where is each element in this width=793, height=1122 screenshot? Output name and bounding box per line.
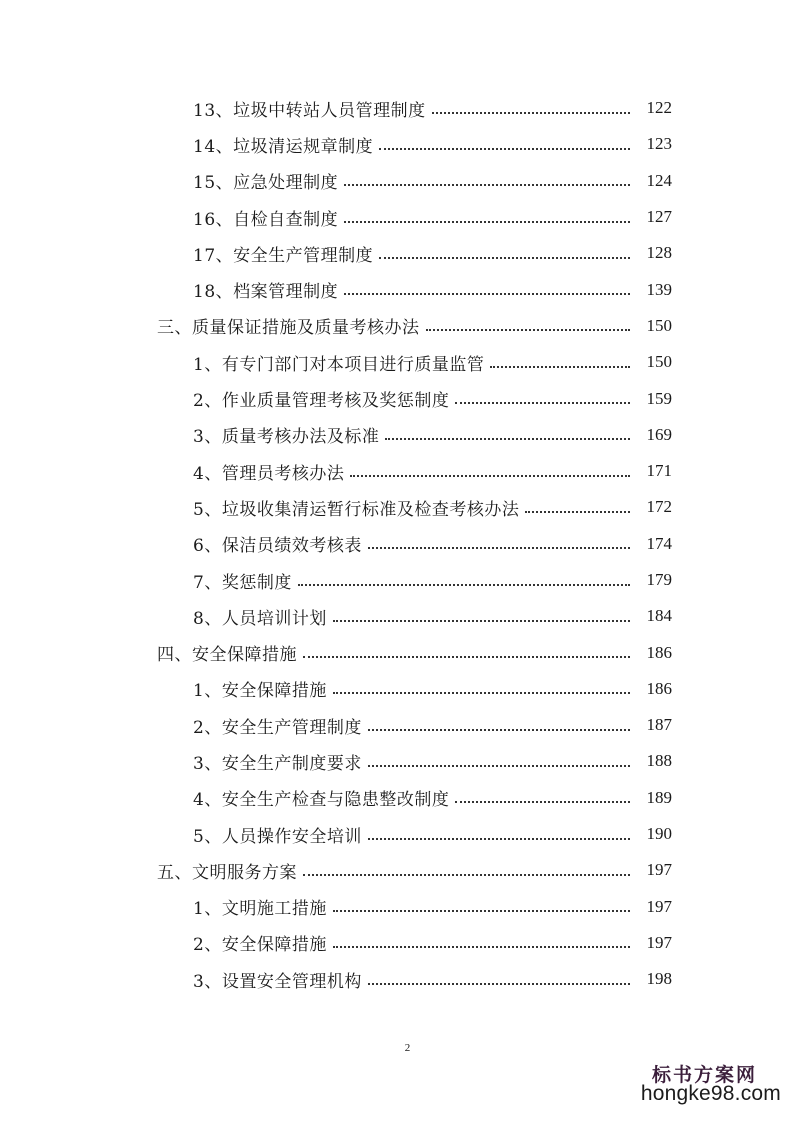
toc-entry-page: 197 [646, 860, 672, 880]
toc-entry-page: 169 [646, 424, 672, 444]
toc-entry-page: 159 [646, 388, 672, 408]
toc-entry-page: 172 [646, 497, 672, 517]
toc-entry-page: 150 [646, 352, 672, 372]
toc-entry[interactable] [0, 816, 793, 852]
toc-entry-page: 190 [646, 824, 672, 844]
toc-dot-leader [298, 567, 630, 586]
toc-entry-title: 3、安全生产制度要求 [193, 753, 362, 774]
toc-entry-title: 3、质量考核办法及标准 [193, 427, 380, 448]
toc-entry-title: 5、人员操作安全培训 [193, 826, 362, 847]
toc-entry-title: 1、安全保障措施 [193, 681, 327, 702]
toc-entry[interactable] [0, 489, 793, 525]
toc-entry-title: 6、保洁员绩效考核表 [193, 536, 362, 557]
toc-entry-title: 18、档案管理制度 [193, 282, 339, 303]
toc-dot-leader [303, 639, 630, 658]
toc-entry-page: 197 [646, 896, 672, 916]
toc-entry-title: 五、文明服务方案 [157, 862, 297, 883]
toc-entry[interactable] [0, 526, 793, 562]
toc-dot-leader [368, 530, 630, 549]
toc-dot-leader [344, 167, 630, 186]
watermark-logo [616, 1060, 781, 1110]
toc-dot-leader [368, 748, 630, 767]
watermark-text-cn: 标书方案网 [651, 1064, 757, 1086]
toc-entry[interactable] [0, 344, 793, 380]
table-of-contents [0, 90, 793, 997]
toc-entry-page: 139 [646, 279, 672, 299]
toc-entry-title: 17、安全生产管理制度 [193, 245, 374, 266]
toc-entry-title: 14、垃圾清运规章制度 [193, 136, 374, 157]
toc-entry-page: 127 [646, 207, 672, 227]
toc-entry[interactable] [0, 199, 793, 235]
toc-entry-page: 188 [646, 751, 672, 771]
toc-entry[interactable] [0, 743, 793, 779]
toc-dot-leader [379, 131, 630, 150]
toc-entry-title: 5、垃圾收集清运暂行标准及检查考核办法 [193, 499, 520, 520]
toc-entry-page: 187 [646, 715, 672, 735]
toc-dot-leader [350, 458, 630, 477]
toc-dot-leader [385, 421, 630, 440]
toc-dot-leader [368, 966, 630, 985]
toc-dot-leader [455, 385, 630, 404]
toc-entry[interactable] [0, 271, 793, 307]
toc-entry-page: 189 [646, 787, 672, 807]
toc-entry-title: 13、垃圾中转站人员管理制度 [193, 100, 426, 121]
toc-entry-page: 123 [646, 134, 672, 154]
toc-entry[interactable] [0, 889, 793, 925]
toc-dot-leader [426, 312, 631, 331]
toc-dot-leader [333, 675, 630, 694]
toc-dot-leader [368, 821, 630, 840]
toc-entry-title: 4、安全生产检查与隐患整改制度 [193, 790, 450, 811]
toc-entry-page: 128 [646, 243, 672, 263]
toc-dot-leader [333, 603, 630, 622]
toc-entry[interactable] [0, 562, 793, 598]
toc-entry[interactable] [0, 126, 793, 162]
toc-dot-leader [333, 893, 630, 912]
toc-entry-page: 179 [646, 570, 672, 589]
toc-entry[interactable] [0, 852, 793, 888]
toc-entry-page: 184 [646, 606, 672, 626]
toc-dot-leader [344, 204, 630, 223]
toc-entry[interactable] [0, 598, 793, 634]
toc-entry-title: 三、质量保证措施及质量考核办法 [157, 318, 420, 339]
toc-dot-leader [303, 857, 630, 876]
toc-entry-page: 186 [646, 642, 672, 662]
toc-entry[interactable] [0, 417, 793, 453]
toc-entry-title: 1、有专门部门对本项目进行质量监管 [193, 354, 485, 375]
toc-entry[interactable] [0, 90, 793, 126]
toc-entry-page: 124 [646, 170, 672, 190]
toc-entry-title: 2、安全保障措施 [193, 935, 327, 956]
page-number: 2 [404, 1042, 411, 1054]
toc-entry-title: 2、安全生产管理制度 [193, 717, 362, 738]
toc-entry-page: 186 [646, 678, 672, 698]
toc-entry[interactable] [0, 707, 793, 743]
toc-entry-title: 7、奖惩制度 [193, 572, 292, 593]
toc-entry-title: 2、作业质量管理考核及奖惩制度 [193, 391, 450, 412]
toc-entry[interactable] [0, 925, 793, 961]
toc-entry[interactable] [0, 961, 793, 997]
toc-dot-leader [379, 240, 630, 259]
toc-entry-page: 171 [646, 461, 672, 481]
toc-entry[interactable] [0, 308, 793, 344]
toc-entry-page: 122 [646, 98, 672, 118]
toc-dot-leader [525, 494, 630, 513]
toc-entry-title: 四、安全保障措施 [157, 645, 297, 666]
toc-entry-page: 198 [646, 969, 672, 989]
toc-entry-page: 174 [646, 533, 672, 553]
toc-dot-leader [432, 95, 630, 114]
toc-entry[interactable] [0, 634, 793, 670]
toc-dot-leader [455, 784, 630, 803]
toc-entry-title: 8、人员培训计划 [193, 608, 327, 629]
toc-entry-title: 4、管理员考核办法 [193, 463, 345, 484]
toc-entry[interactable] [0, 780, 793, 816]
toc-entry-page: 150 [646, 315, 672, 335]
toc-entry-title: 15、应急处理制度 [193, 173, 339, 194]
toc-entry[interactable] [0, 380, 793, 416]
toc-entry[interactable] [0, 163, 793, 199]
toc-entry-title: 1、文明施工措施 [193, 899, 327, 920]
toc-dot-leader [333, 929, 630, 948]
toc-entry[interactable] [0, 235, 793, 271]
toc-entry[interactable] [0, 671, 793, 707]
toc-entry-title: 3、设置安全管理机构 [193, 971, 362, 992]
toc-entry-page: 197 [646, 932, 672, 952]
toc-dot-leader [344, 276, 630, 295]
toc-dot-leader [368, 712, 630, 731]
watermark-text-en: hongke98.com [640, 1082, 781, 1105]
toc-entry-title: 16、自检自查制度 [193, 209, 339, 230]
toc-dot-leader [490, 349, 630, 368]
toc-entry[interactable] [0, 453, 793, 489]
